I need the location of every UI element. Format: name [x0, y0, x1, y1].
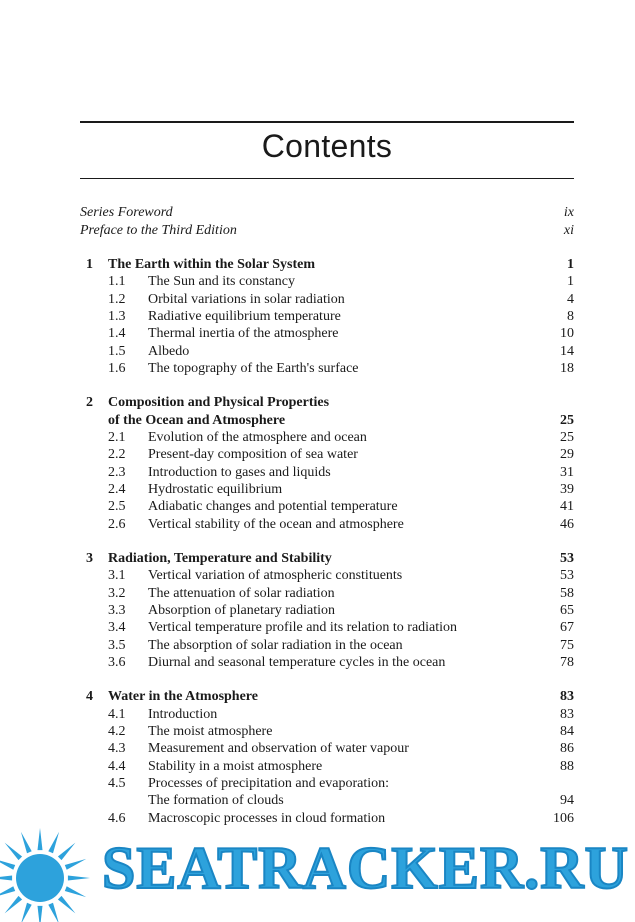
front-matter-title: Preface to the Third Edition — [80, 222, 237, 238]
page-number: xi — [563, 222, 574, 238]
page-number: 86 — [560, 741, 574, 757]
section-title: Vertical variation of atmospheric constituents — [148, 568, 403, 584]
section-entry[interactable] — [80, 481, 574, 499]
chapter-number: 2 — [86, 395, 93, 411]
page-number: 25 — [560, 430, 574, 445]
watermark-text: SEATRACKER.RU — [102, 835, 629, 901]
sun-ray — [48, 832, 59, 853]
section-number: 1.1 — [108, 274, 126, 290]
chapter-title: Water in the Atmosphere — [108, 689, 258, 705]
page-number: 25 — [560, 412, 574, 428]
sun-ray — [0, 859, 15, 870]
page-number: 78 — [560, 655, 574, 670]
page-number: 58 — [560, 585, 574, 601]
section-entry[interactable] — [80, 740, 574, 758]
section-entry[interactable] — [80, 758, 574, 776]
page-number: 83 — [560, 706, 574, 722]
section-title: Introduction to gases and liquids — [148, 464, 331, 480]
section-entry[interactable] — [80, 498, 574, 516]
section-entry[interactable] — [80, 343, 574, 361]
page-number: 94 — [560, 793, 574, 809]
front-matter-item[interactable] — [80, 204, 574, 222]
section-number: 3.3 — [108, 602, 126, 618]
page-number: 84 — [560, 723, 574, 739]
page-number: 31 — [560, 464, 574, 480]
section-number: 3.6 — [108, 655, 126, 670]
chapter-title: The Earth within the Solar System — [108, 257, 316, 272]
top-rule — [80, 121, 574, 123]
chapter-title: of the Ocean and Atmosphere — [108, 412, 286, 428]
section-entry[interactable] — [80, 308, 574, 326]
watermark — [0, 820, 635, 922]
section-entry[interactable] — [80, 464, 574, 482]
section-number: 4.5 — [108, 775, 126, 791]
section-number: 3.2 — [108, 585, 126, 601]
section-title: The moist atmosphere — [148, 723, 273, 739]
page-number: 53 — [560, 550, 574, 566]
chapter-heading[interactable] — [80, 688, 574, 706]
section-title: Diurnal and seasonal temperature cycles in the ocean — [148, 655, 446, 670]
section-number: 2.5 — [108, 499, 126, 515]
section-number: 1.4 — [108, 326, 126, 342]
section-entry[interactable] — [80, 723, 574, 741]
section-number: 3.5 — [108, 637, 126, 653]
page-number: 75 — [560, 637, 574, 653]
section-entry[interactable] — [80, 291, 574, 309]
page-number: 83 — [560, 689, 574, 705]
front-matter-title: Series Foreword — [80, 205, 173, 220]
section-title: Vertical temperature profile and its relation to radiation — [148, 620, 458, 636]
section-title: Introduction — [148, 706, 218, 722]
section-entry[interactable] — [80, 325, 574, 343]
chapter-number: 1 — [86, 257, 93, 272]
section-number: 4.6 — [108, 810, 126, 826]
section-title: The topography of the Earth's surface — [148, 361, 359, 377]
sun-ray — [58, 843, 76, 861]
page-number: 65 — [560, 602, 574, 618]
section-number: 2.6 — [108, 516, 126, 532]
page-number: 106 — [553, 810, 574, 826]
section-entry[interactable] — [80, 429, 574, 447]
section-entry[interactable] — [80, 273, 574, 291]
section-number: 4.2 — [108, 723, 126, 739]
sun-ray — [38, 828, 43, 850]
page-number: 8 — [567, 309, 574, 325]
section-number: 2.3 — [108, 464, 126, 480]
page-number: 29 — [560, 447, 574, 463]
sun-logo-icon — [0, 820, 110, 922]
section-entry[interactable] — [80, 654, 574, 672]
chapter-number: 3 — [86, 550, 93, 566]
section-title: Absorption of planetary radiation — [148, 602, 336, 618]
section-number: 4.3 — [108, 741, 126, 757]
sun-ray — [0, 886, 15, 897]
front-matter-item[interactable] — [80, 222, 574, 240]
section-number: 1.2 — [108, 291, 126, 307]
sun-ray — [58, 896, 76, 914]
title-underline — [80, 178, 574, 179]
section-number: 2.4 — [108, 482, 126, 497]
section-entry[interactable] — [80, 792, 574, 810]
section-number: 2.2 — [108, 447, 126, 463]
section-entry[interactable] — [80, 585, 574, 603]
section-number: 1.5 — [108, 343, 126, 359]
section-number: 4.1 — [108, 706, 126, 722]
section-title: Evolution of the atmosphere and ocean — [148, 430, 367, 445]
section-title: Processes of precipitation and evaporation: — [148, 775, 390, 791]
section-title: Adiabatic changes and potential temperature — [148, 499, 398, 515]
section-title: The absorption of solar radiation in the ocean — [148, 637, 403, 653]
sun-ray — [21, 903, 32, 922]
section-number: 1.6 — [108, 361, 126, 377]
section-number: 4.4 — [108, 758, 126, 774]
sun-ray — [0, 876, 12, 881]
sun-ray — [68, 876, 90, 881]
chapter-heading[interactable] — [80, 256, 574, 274]
sun-ray — [5, 896, 23, 914]
section-entry[interactable] — [80, 516, 574, 534]
sun-ray — [38, 906, 43, 922]
section-title: Vertical stability of the ocean and atmosphere — [148, 516, 404, 532]
page-title: Contents — [261, 128, 393, 164]
section-title: Radiative equilibrium temperature — [148, 309, 341, 325]
chapter-number: 4 — [86, 689, 93, 705]
page-number: 46 — [560, 516, 574, 532]
section-title: Orbital variations in solar radiation — [148, 291, 345, 307]
section-title: Measurement and observation of water vapour — [148, 741, 409, 757]
section-entry[interactable] — [80, 637, 574, 655]
page-number: 14 — [560, 343, 574, 359]
section-entry[interactable] — [80, 360, 574, 378]
page-number: 1 — [567, 257, 574, 272]
sun-ray — [65, 859, 86, 870]
page-number: 39 — [560, 482, 574, 497]
chapter-heading[interactable] — [80, 412, 574, 430]
section-number: 1.3 — [108, 309, 126, 325]
section-title: Thermal inertia of the atmosphere — [148, 326, 339, 342]
chapter-heading[interactable] — [80, 550, 574, 568]
page-number: 18 — [560, 361, 574, 377]
chapter-heading[interactable] — [80, 394, 574, 412]
section-title: Macroscopic processes in cloud formation — [148, 810, 386, 826]
sun-ray — [21, 832, 32, 853]
sun-ray — [5, 843, 23, 861]
chapter-title: Radiation, Temperature and Stability — [108, 550, 332, 566]
section-title: Hydrostatic equilibrium — [148, 482, 283, 497]
section-title: The formation of clouds — [148, 793, 284, 809]
page-number: 67 — [560, 620, 574, 636]
page-number: 41 — [560, 499, 574, 515]
section-title: Stability in a moist atmosphere — [148, 758, 323, 774]
sun-ray — [65, 886, 86, 897]
section-title: The Sun and its constancy — [148, 274, 295, 290]
section-number: 3.1 — [108, 568, 126, 584]
section-title: Present-day composition of sea water — [148, 447, 358, 463]
page-number: 10 — [560, 326, 574, 342]
section-entry[interactable] — [80, 602, 574, 620]
section-entry[interactable] — [80, 706, 574, 724]
page-number: 88 — [560, 758, 574, 774]
section-entry[interactable] — [80, 446, 574, 464]
section-number: 2.1 — [108, 430, 126, 445]
section-entry[interactable] — [80, 775, 574, 793]
sun-ray — [48, 903, 59, 922]
section-number: 3.4 — [108, 620, 126, 636]
page-number: ix — [563, 205, 574, 220]
section-entry[interactable] — [80, 619, 574, 637]
page-number: 53 — [560, 568, 574, 584]
section-title: Albedo — [148, 343, 190, 359]
chapter-title: Composition and Physical Properties — [108, 395, 330, 411]
section-title: The attenuation of solar radiation — [148, 585, 335, 601]
page-number: 1 — [567, 274, 574, 290]
section-entry[interactable] — [80, 567, 574, 585]
page-number: 4 — [567, 291, 574, 307]
